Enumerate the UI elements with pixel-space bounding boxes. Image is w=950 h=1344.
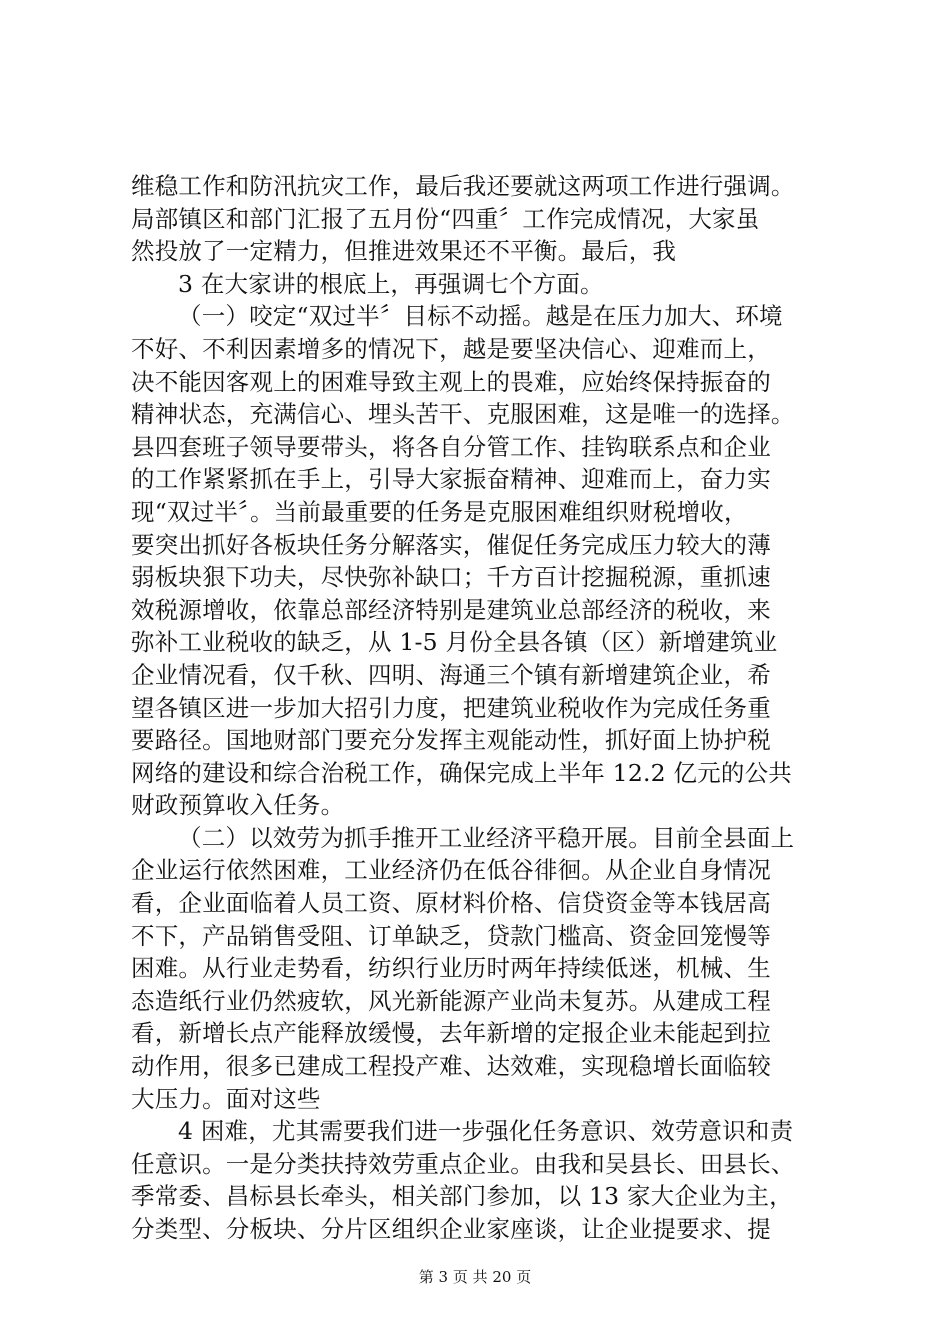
text-line: 县四套班子领导要带头，将各自分管工作、挂钩联系点和企业 <box>131 432 771 461</box>
text-line: 然投放了一定精力，但推进效果还不平衡。最后，我 <box>131 237 677 266</box>
text-line: 大压力。面对这些 <box>131 1084 321 1113</box>
text-line: 分类型、分板块、分片区组织企业家座谈，让企业提要求、提 <box>131 1215 771 1243</box>
text-line: 动作用，很多已建成工程投产难、达效难，实现稳增长面临较 <box>131 1052 771 1081</box>
text-line: 企业情况看，仅千秋、四明、海通三个镇有新增建筑企业，希 <box>131 660 771 689</box>
text-line: 看，企业面临着人员工资、原材料价格、信贷资金等本钱居高 <box>131 889 771 918</box>
text-line: 精神状态，充满信心、埋头苦干、克服困难，这是唯一的选择。 <box>131 400 795 429</box>
page-footer: 第 3 页 共 20 页 <box>418 1268 532 1286</box>
text-line: 现“双过半〞。当前最重要的任务是克服困难组织财税增收， <box>131 497 748 526</box>
text-line: 局部镇区和部门汇报了五月份“四重〞工作完成情况，大家虽 <box>131 204 760 233</box>
text-line: 困难。从行业走势看，纺织行业历时两年持续低迷，机械、生 <box>131 954 771 983</box>
text-line: 维稳工作和防汛抗灾工作，最后我还要就这两项工作进行强调。 <box>131 172 795 200</box>
text-line: 季常委、昌标县长牵头，相关部门参加，以 13 家大企业为主， <box>131 1182 793 1211</box>
text-line: 弱板块狠下功夫，尽快弥补缺口；千方百计挖掘税源，重抓速 <box>131 563 771 592</box>
text-line: 要突出抓好各板块任务分解落实，催促任务完成压力较大的薄 <box>131 530 771 559</box>
text-line: 3 在大家讲的根底上，再强调七个方面。 <box>178 269 604 298</box>
text-line: 网络的建设和综合治税工作，确保完成上半年 12.2 亿元的公共 <box>131 758 792 787</box>
text-line: 看，新增长点产能释放缓慢，去年新增的定报企业未能起到拉 <box>131 1019 771 1048</box>
text-line: （一）咬定“双过半〞目标不动摇。越是在压力加大、环境 <box>178 302 783 331</box>
text-line: 决不能因客观上的困难导致主观上的畏难，应始终保持振奋的 <box>131 367 771 396</box>
text-line: （二）以效劳为抓手推开工业经济平稳开展。目前全县面上 <box>178 823 795 852</box>
text-line: 财政预算收入任务。 <box>131 791 345 820</box>
text-line: 弥补工业税收的缺乏，从 1-5 月份全县各镇（区）新增建筑业 <box>131 628 778 657</box>
text-line: 不下，产品销售受阻、订单缺乏，贷款门槛高、资金回笼慢等 <box>131 921 771 950</box>
text-line: 态造纸行业仍然疲软，风光新能源产业尚未复苏。从建成工程 <box>131 986 771 1015</box>
text-line: 的工作紧紧抓在手上，引导大家振奋精神、迎难而上，奋力实 <box>131 465 771 494</box>
text-line: 要路径。国地财部门要充分发挥主观能动性，抓好面上协护税 <box>131 726 771 755</box>
document-body <box>131 170 831 1246</box>
text-line: 4 困难，尤其需要我们进一步强化任务意识、效劳意识和责 <box>178 1117 794 1146</box>
text-line: 效税源增收，依靠总部经济特别是建筑业总部经济的税收，来 <box>131 595 771 624</box>
text-line: 任意识。一是分类扶持效劳重点企业。由我和吴县长、田县长、 <box>131 1149 795 1178</box>
text-line: 不好、不利因素增多的情况下，越是要坚决信心、迎难而上， <box>131 334 771 363</box>
text-line: 望各镇区进一步加大招引力度，把建筑业税收作为完成任务重 <box>131 693 771 722</box>
text-line: 企业运行依然困难，工业经济仍在低谷徘徊。从企业自身情况 <box>131 856 771 885</box>
